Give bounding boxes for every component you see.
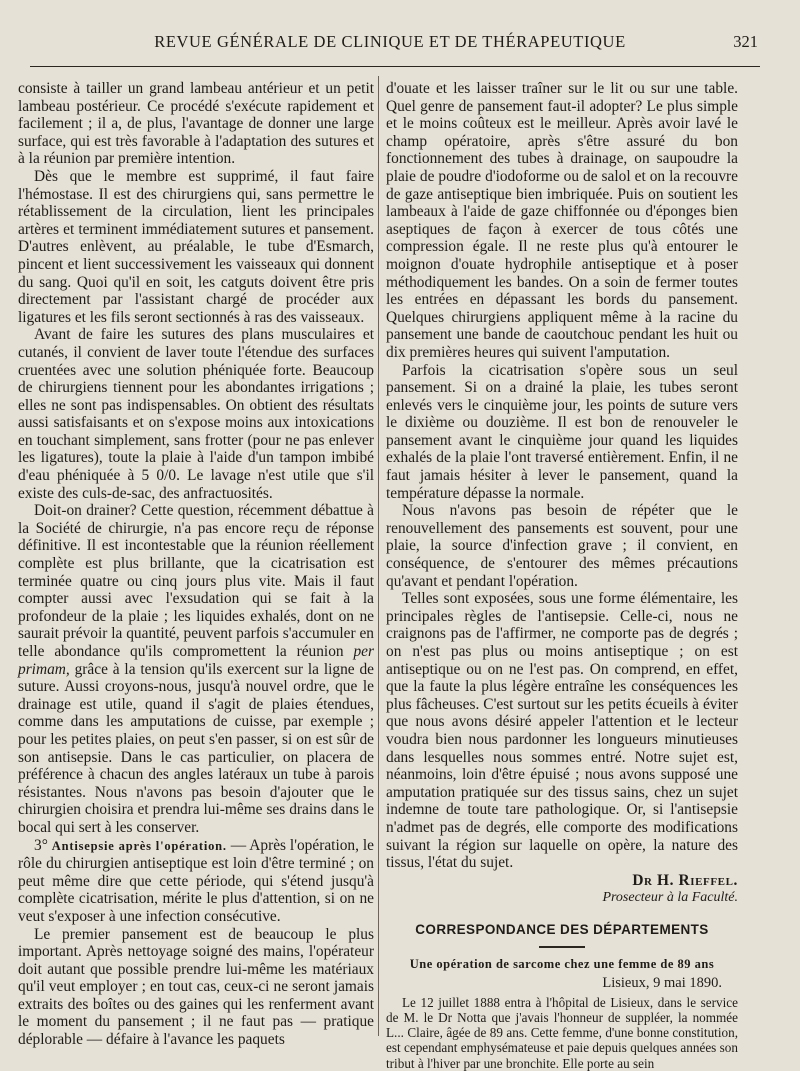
section-rule: [539, 946, 585, 948]
paragraph-text: grâce à la tension qu'ils exercent sur la ligne de suture. Aussi croyons-nous, jusqu'à nouvel ordre, que le drainage est utile, quand il s'agit de plaies étendues, comme dans les amputations de cuisse, par exemple ; pour les petites plaies, on peut s'en passer, si on est sûr de son antisepsie. Dans le cas particulier, on placera de préférence à chacun des angles latéraux un tube à parois résistantes. Nous n'avons pas besoin d'ajouter que le chirurgien choisira et prendra lui-même ses drains dans le bocal qui sert à les conserver.: [18, 660, 374, 836]
column-divider: [378, 76, 379, 1036]
paragraph: Telles sont exposées, sous une forme élémentaire, les principales règles de l'antisepsie. Celle-ci, nous ne craignons pas de l'affirmer, ne comporte pas de degrés ; on n'est pas plus ou moins antiseptique ; on est antiseptique ou on ne l'est pas. On comprend, en effet, que la faute la plus légère entraîne les conséquences les plus fâcheuses. C'est surtout sur les petits écueils à éviter que nous avons désiré appeler l'attention et le lecteur voudra bien nous pardonner les longueurs minutieuses dans lesquelles nous sommes entré. Notre sujet est, néanmoins, loin d'être épuisé ; nous avons supposé une amputation pratiquée sur des tissus sains, chez un sujet indemne de toute tare pathologique. Or, si l'antisepsie n'admet pas de degrés, elle comporte des modifications suivant la région sur laquelle on opère, la nature des tissus, l'état du sujet.: [386, 590, 738, 872]
page-number: 321: [733, 32, 758, 51]
paragraph: Le premier pansement est de beaucoup le plus important. Après nettoyage soigné des mains, l'opérateur doit autant que possible prendre lui-même les matériaux qu'il veut employer ; en tout cas, ceux-ci ne seront jamais extraits des boîtes ou des gaines qui les renferment avant le moment du pansement ; il ne faut pas — pratique déplorable — défaire à l'avance les paquets: [18, 925, 374, 1049]
right-column: [386, 80, 738, 1071]
page-header: [20, 28, 780, 58]
paragraph: Le 12 juillet 1888 entra à l'hôpital de Lisieux, dans le service de M. le Dr Notta que j'avais l'honneur de suppléer, la nommée L... Claire, âgée de 89 ans. Cette femme, d'une bonne constitution, est cependant emphysémateuse et paie depuis quelques années son tribut à l'hiver par une bronchite. Elle porte au sein: [386, 994, 738, 1071]
paragraph: consiste à tailler un grand lambeau antérieur et un petit lambeau postérieur. Ce procédé s'exécute rapidement et facilement ; il a, de plus, l'avantage de donner une large surface, qui est très favorable à l'adaptation des sutures et à la réunion par première intention.: [18, 80, 374, 168]
latin-term: per primam,: [18, 643, 374, 678]
paragraph-text: — Après l'opération, le rôle du chirurgien antiseptique est loin d'être terminé ; on peut même dire que cette période, qui s'étend jusqu'à complète cicatrisation, mérite le plus d'attention, si on ne veut s'exposer à une infection consécutive.: [18, 836, 374, 925]
paragraph: Dès que le membre est supprimé, il faut faire l'hémostase. Il est des chirurgiens qui, sans permettre le rétablissement de la circulation, lient les principales artères et terminent immédiatement sutures et pansement. D'autres enlèvent, au préalable, le tube d'Esmarch, pincent et lient successivement les vaisseaux qui donnent du sang. Quoi qu'il en soit, les catguts doivent être pris directement par l'assistant chargé de procéder aux ligatures et les fils seront sectionnés à ras des vaisseaux.: [18, 167, 374, 326]
signature: [386, 872, 738, 890]
paragraph: [18, 502, 374, 836]
section-number: 3°: [34, 836, 48, 854]
paragraph: [18, 837, 374, 926]
subsection-heading: Antisepsie après l'opération.: [51, 838, 227, 853]
left-column: [18, 80, 374, 1049]
paragraph: Parfois la cicatrisation s'opère sous un seul pansement. Si on a drainé la plaie, les tubes seront enlevés vers le cinquième jour, les points de suture vers le dixième ou douzième. Il est bon de renouveler le pansement avant le cinquième jour quand les liquides exhalés de la plaie l'ont traversé entièrement. Enfin, il ne faut jamais hésiter à lever le pansement, quand la température dépasse la normale.: [386, 361, 738, 502]
running-title: REVUE GÉNÉRALE DE CLINIQUE ET DE THÉRAPEUTIQUE: [154, 32, 626, 51]
signature-name: Dr H. Rieffel.: [632, 871, 738, 889]
section-title: CORRESPONDANCE DES DÉPARTEMENTS: [415, 921, 709, 937]
dateline: Lisieux, 9 mai 1890.: [602, 975, 722, 992]
signature-role: Prosecteur à la Faculté.: [602, 890, 738, 906]
paragraph-text: Doit-on drainer? Cette question, récemment débattue à la Société de chirurgie, n'a pas encore reçu de réponse définitive. Il est incontestable que la réunion réellement complète est plus brillante, que la cicatrisation est terminée quatre ou cinq jours plus vite. Mais il faut compter aussi avec l'exsudation qui se fait à la profondeur de la plaie ; les liquides exhalés, dont on ne saurait prévoir la quantité, peuvent parfois s'accumuler en telle abondance qu'ils compromettent la réunion: [18, 502, 374, 660]
article-title: Une opération de sarcome chez une femme de 89 ans: [409, 956, 715, 971]
paragraph: Nous n'avons pas besoin de répéter que le renouvellement des pansements est souvent, pour une plaie, la source d'infection grave ; il convient, en conséquence, de s'entourer des mêmes précautions qu'avant et pendant l'opération.: [386, 502, 738, 590]
paragraph: Avant de faire les sutures des plans musculaires et cutanés, il convient de laver toute l'étendue des surfaces cruentées avec une solution phéniquée forte. Beaucoup de chirurgiens tiennent pour les abondantes irrigations ; elles ne sont pas indispensables. On obtient des résultats aussi satisfaisants et on s'expose moins aux intoxications en touchant simplement, sans frotter (pour ne pas enlever les ligatures), toute la plaie à l'aide d'un tampon imbibé d'eau phéniquée à 5 0/0. Le lavage n'est utile que s'il existe des culs-de-sac, des anfractuosités.: [18, 326, 374, 502]
header-rule: [30, 66, 760, 67]
paragraph: d'ouate et les laisser traîner sur le lit ou sur une table. Quel genre de pansement faut-il adopter? Le plus simple et le moins coûteux est le meilleur. Après avoir lavé le champ opératoire, après s'être assuré du bon fonctionnement des tubes à drainage, on saupoudre la plaie de poudre d'iodoforme ou de salol et on la recouvre de gaze antiseptique bien imbriquée. Puis on soutient les lambeaux à l'aide de gaze chiffonnée ou d'éponges bien aseptiques de façon à exercer de tous côtés une compression égale. Il ne reste plus qu'à entourer le moignon d'ouate hydrophile antiseptique et à poser méthodiquement les bandes. On a soin de fermer toutes les entrées en dépassant les bords du pansement. Quelques chirurgiens appliquent même à la racine du pansement une bande de caoutchouc pendant les huit ou dix premières heures qui suivent l'amputation.: [386, 80, 738, 361]
